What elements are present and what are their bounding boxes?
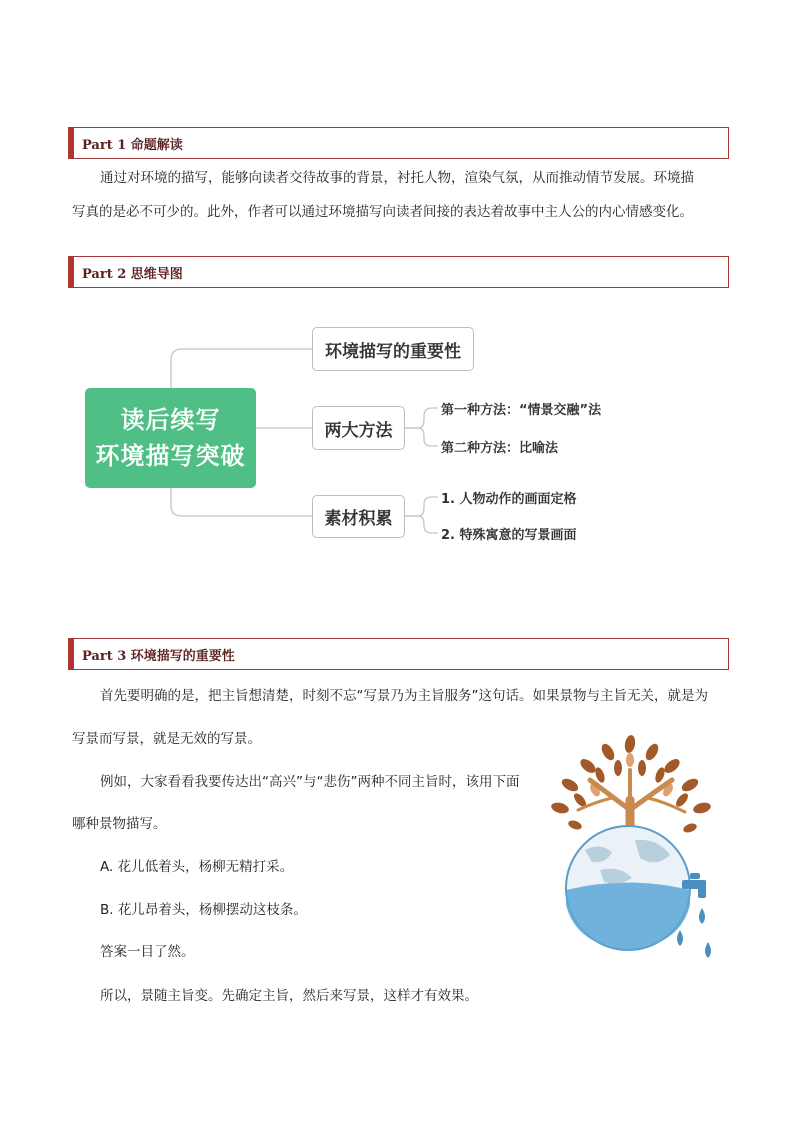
part3-p2-line1: 例如，大家看看我要传达出“高兴”与“悲伤”两种不同主旨时，该用下面 [100,774,520,790]
part3-p1-line2: 写景而写景，就是无效的写景。 [72,731,261,747]
mindmap-leaf-method-2: 第二种方法：比喻法 [441,441,559,456]
mindmap-center-node [85,388,256,488]
connector-leaf-2b [405,428,438,446]
part3-answer: 答案一目了然。 [100,944,195,960]
connector-branch-3 [171,488,312,516]
connector-leaf-2a [405,408,438,428]
mindmap-branch-methods [312,406,405,450]
part3-conclusion: 所以，景随主旨变。先确定主旨，然后来写景，这样才有效果。 [100,988,478,1004]
part3-p1-line1: 首先要明确的是，把主旨想清楚，时刻不忘“写景乃为主旨服务”这句话。如果景物与主旨无关，就是为 [100,688,708,704]
tree-trunk-icon [578,770,685,830]
part1-paragraph-line1: 通过对环境的描写，能够向读者交待故事的背景，衬托人物，渲染气氛，从而推动情节发展。环境描 [100,170,694,186]
mindmap-center-line2: 环境描写突破 [95,442,246,470]
mindmap-leaf-material-1: 1. 人物动作的画面定格 [441,492,577,507]
mindmap-center-line1: 读后续写 [120,406,221,434]
mindmap-branch-materials [312,495,405,538]
mindmap-branch-methods-label: 两大方法 [324,420,393,441]
mindmap-branch-importance [312,327,474,371]
connector-leaf-3a [405,497,438,516]
globe-icon [566,826,690,950]
connector-leaf-3b [405,516,438,533]
mindmap-branch-importance-label: 环境描写的重要性 [325,341,461,362]
part3-header [68,638,729,670]
mindmap-leaf-method-1: 第一种方法：“情景交融”法 [441,403,602,418]
part2-title: Part 2 思维导图 [82,266,183,282]
part3-option-a: A. 花儿低着头，杨柳无精打采。 [100,859,294,875]
tree-globe-faucet-illustration [540,730,725,970]
mindmap-branch-materials-label: 素材积累 [324,509,393,529]
connector-branch-1 [171,349,312,388]
part1-title: Part 1 命题解读 [82,137,183,153]
mindmap-leaf-material-2: 2. 特殊寓意的写景画面 [441,528,577,543]
part3-option-b: B. 花儿昂着头，杨柳摆动这枝条。 [100,902,307,918]
part3-title: Part 3 环境描写的重要性 [82,648,235,664]
part3-p2-line2: 哪种景物描写。 [72,816,167,832]
part1-paragraph-line2: 写真的是必不可少的。此外，作者可以通过环境描写向读者间接的表达着故事中主人公的内心情感变化。 [72,204,693,220]
